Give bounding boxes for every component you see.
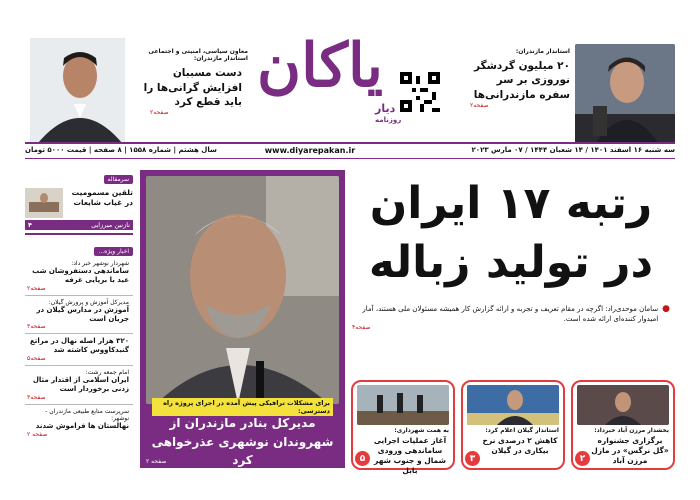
right-teaser-kicker: استاندار مازندران: <box>515 48 570 55</box>
date-line: سه شنبه ۱۶ اسفند ۱۴۰۱ / ۱۴ شعبان ۱۴۴۴ / ۰۷ مارس ۲۰۲۳ <box>471 146 675 154</box>
bottom-box-headline: آغاز عملیات اجرایی ساماندهی ورودی شمال و جنوب شهر بابل <box>373 436 447 476</box>
bottom-boxes <box>349 380 675 475</box>
bottom-box-kicker: استاندار گیلان اعلام کرد: <box>485 427 559 434</box>
bottom-box[interactable] <box>461 380 565 470</box>
qr-code <box>400 72 440 112</box>
editorial-label: سرمقاله <box>104 175 133 184</box>
bottom-box-num: ۳ <box>465 451 480 466</box>
bottom-box-headline: کاهش ۲ درصدی نرخ بیکاری در گیلان <box>482 436 558 456</box>
sidebar-item-head: شهردار نوشهر خبر داد: <box>71 260 129 267</box>
left-teaser-page: صفحه۲ <box>150 108 169 116</box>
bottom-box-num: ۲ <box>575 451 590 466</box>
sidebar-item-page: صفحه۳ <box>27 323 46 331</box>
main-lead: سامان موحدی‌راد: اگرچه در مقام تعریف و تجربه و ارائه گزارش کار همیشه مسئولان ملی هستند، آمار امیدوار کننده‌ای ارائه شده است. <box>362 304 659 323</box>
sidebar-item-body: آموزش در مدارس گیلان در جریان است <box>36 305 129 323</box>
logo-main: یاکان <box>257 31 383 101</box>
sidebar-news-item[interactable] <box>25 334 133 366</box>
bottom-box-num: ۵ <box>355 451 370 466</box>
left-teaser-headline: دست مسببان افزایش گرانی‌ها را باید قطع کرد <box>143 67 242 108</box>
bullet-icon: ● <box>662 303 670 314</box>
bottom-box-photo <box>357 385 449 425</box>
sidebar-item-page: صفحه۵ <box>27 354 46 362</box>
right-teaser[interactable] <box>470 48 570 109</box>
header-rule-bottom <box>25 158 675 159</box>
bottom-box[interactable] <box>571 380 675 470</box>
sidebar-news-item[interactable] <box>25 366 133 405</box>
bottom-box-kicker: به همت شهرداری: <box>394 427 449 434</box>
feature-kicker: برای مشکلات ترافیکی پیش آمده در اجرای پروژه راه دسترسی: <box>152 398 333 416</box>
bottom-box-headline: برگزاری جشنواره «گل نرگس» در مازل مرزن آباد <box>591 436 669 466</box>
sidebar-item-page: صفحه۲ <box>27 284 46 292</box>
sidebar <box>25 166 133 476</box>
deputy-photo <box>30 38 125 143</box>
feature-page: صفحه ۲ <box>146 458 167 465</box>
editorial-photo <box>25 188 63 218</box>
editorial-author: نازنین میرزایی <box>91 221 130 229</box>
bottom-box-kicker: بخشدار مرزن آباد خبرداد: <box>594 427 669 434</box>
sidebar-item-head: مدیرکل آموزش و پرورش گیلان: <box>48 298 129 306</box>
logo-small: دیار <box>375 102 396 115</box>
newspaper-logo <box>255 30 405 130</box>
sidebar-item-body: ایران اسلامی از اقتدار مثال زدنی برخوردار است <box>32 376 129 393</box>
masthead <box>0 0 700 160</box>
sidebar-item-head: سرپرست منابع طبیعی مازندران - نوشهر: <box>45 407 129 422</box>
right-teaser-headline: ۲۰ میلیون گردشگر نوروزی بر سر سفره مازندرانی‌ها <box>473 60 570 101</box>
feature-headline: مدیرکل بنادر مازندران از شهروندان نوشهری عذرخواهی کرد <box>151 416 334 468</box>
left-teaser[interactable] <box>130 48 248 116</box>
main-lead-page: صفحه۴ <box>352 323 371 331</box>
governor-photo <box>575 44 675 144</box>
header-rule <box>25 142 675 144</box>
sidebar-item-body: ۳۲۰ هزار اصله نهال در مراتع گنبدکاووس کاشته شد <box>30 337 129 355</box>
sidebar-item-body: ساماندهی دستفروشان شب عید با برپایی غرفه <box>32 267 129 284</box>
sidebar-item-head: امام جمعه رشت: <box>85 368 129 376</box>
feature-photo <box>146 176 339 404</box>
editorial-headline[interactable]: تلقین مسمومیت در غیاب شایعات <box>71 188 133 207</box>
logo-prefix: روزنامه <box>375 116 402 124</box>
website-label[interactable]: www.diyarepakan.ir <box>264 146 356 155</box>
sidebar-item-body: نهالستان ها فراموش شدند <box>35 421 129 430</box>
right-teaser-page: صفحه۲ <box>470 101 489 109</box>
main-headline-line1: رتبه ۱۷ ایران <box>369 178 653 229</box>
issue-line: سال هشتم | شماره ۱۵۵۸ | ۸ صفحه | قیمت ۵۰۰۰ تومان <box>25 146 217 154</box>
sidebar-news-item[interactable] <box>25 257 133 296</box>
special-news-label: اخبار ویژه... <box>94 247 133 256</box>
bottom-box-photo <box>577 385 669 425</box>
main-story[interactable] <box>352 178 670 378</box>
left-teaser-kicker: معاون سیاسی، امنیتی و اجتماعی استاندار مازندران: <box>148 48 248 63</box>
bottom-box[interactable] <box>351 380 455 476</box>
sidebar-news-item[interactable] <box>25 296 133 335</box>
sidebar-item-page: صفحه ۲ <box>27 430 48 438</box>
sidebar-news-item[interactable] <box>25 405 133 441</box>
feature-box[interactable] <box>140 170 345 468</box>
sidebar-item-page: صفحه۳ <box>27 393 46 401</box>
main-headline-line2: در تولید زباله <box>368 236 654 288</box>
editorial-num: ۴ <box>28 221 32 229</box>
bottom-box-photo <box>467 385 559 425</box>
